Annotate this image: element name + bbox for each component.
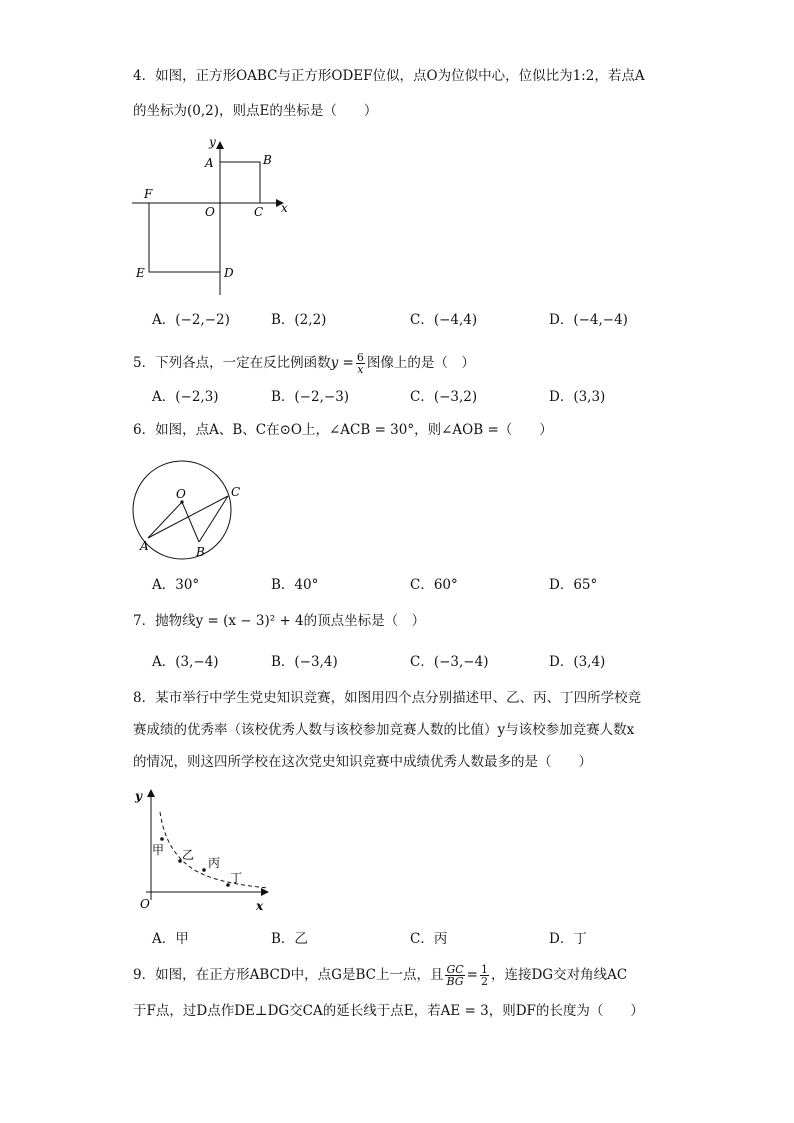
q4-label-y: y <box>209 135 216 149</box>
q5-stem-pre: 5．下列各点，一定在反比例函数 <box>133 355 331 371</box>
q7-option-c[interactable]: C．(−3,−4) <box>410 654 489 670</box>
q9-frac-den: BG <box>446 975 464 988</box>
q6-segment-ob <box>182 502 199 542</box>
q4-option-c[interactable]: C．(−4,4) <box>410 312 478 328</box>
q6-label-a: A <box>140 539 149 553</box>
q4-label-a: A <box>205 156 214 170</box>
q9-frac-eq: = <box>466 967 478 983</box>
q4-label-c: C <box>254 205 264 219</box>
q5-option-c[interactable]: C．(−3,2) <box>410 389 478 405</box>
q8-label-x: x <box>256 899 264 913</box>
q6-option-d[interactable]: D．65° <box>549 577 598 593</box>
q7-option-d[interactable]: D．(3,4) <box>549 654 606 670</box>
q5-fraction <box>356 352 365 375</box>
q5-stem <box>133 352 475 375</box>
q5-option-d[interactable]: D．(3,3) <box>549 389 606 405</box>
q8-dashed-curve <box>160 812 268 888</box>
q4-option-d[interactable]: D．(−4,−4) <box>549 312 628 328</box>
q4-stem-line2: 的坐标为(0,2)，则点E的坐标是（ ） <box>133 103 378 119</box>
q7-option-b[interactable]: B．(−3,4) <box>271 654 338 670</box>
q8-option-a[interactable]: A．甲 <box>152 931 189 947</box>
q8-option-d[interactable]: D．丁 <box>549 931 587 947</box>
q8-point-jia <box>160 837 164 841</box>
q7-stem: 7．抛物线y = (x − 3)² + 4的顶点坐标是（ ） <box>133 613 426 629</box>
q4-label-e: E <box>136 266 145 280</box>
q6-option-a[interactable]: A．30° <box>152 577 200 593</box>
q8-label-y: y <box>135 789 142 803</box>
q7-option-a[interactable]: A．(3,−4) <box>152 654 219 670</box>
q6-segment-oa <box>148 502 182 538</box>
q5-stem-post: 图像上的是（ ） <box>366 355 475 371</box>
q9-stem-pre: 9．如图，在正方形ABCD中，点G是BC上一点，且 <box>133 967 444 983</box>
q4-label-o: O <box>205 205 215 219</box>
q9-stem-post: ，连接DG交对角线AC <box>490 967 628 983</box>
q8-label-yi: 乙 <box>182 848 195 862</box>
q8-stem-line3: 的情况，则这四所学校在这次党史知识竞赛中成绩优秀人数最多的是（ ） <box>133 754 592 770</box>
q6-option-b[interactable]: B．40° <box>271 577 319 593</box>
q9-frac2-num: 1 <box>480 963 488 976</box>
q8-point-bing <box>202 868 206 872</box>
q4-option-b[interactable]: B．(2,2) <box>271 312 327 328</box>
q8-label-bing: 丙 <box>208 856 221 870</box>
q9-stem-line1 <box>133 964 627 987</box>
q4-stem-line1: 4．如图，正方形OABC与正方形ODEF位似，点O为位似中心，位似比为1:2，若点A <box>133 68 645 84</box>
q4-label-x: x <box>281 201 288 215</box>
q4-label-f: F <box>144 187 153 201</box>
q8-label-jia: 甲 <box>152 843 165 857</box>
q4-label-b: B <box>263 153 272 167</box>
q8-stem-line1: 8．某市举行中学生党史知识竞赛，如图用四个点分别描述甲、乙、丙、丁四所学校竞 <box>133 690 642 706</box>
q4-option-a[interactable]: A．(−2,−2) <box>152 312 230 328</box>
q5-stem-y: y = <box>330 355 354 371</box>
q8-stem-line2: 赛成绩的优秀率（该校优秀人数与该校参加竞赛人数的比值）y与该校参加竞赛人数x <box>133 722 635 738</box>
q8-option-b[interactable]: B．乙 <box>271 931 308 947</box>
q6-label-b: B <box>196 545 205 559</box>
q5-frac-num: 6 <box>356 351 364 364</box>
q4-label-d: D <box>224 266 234 280</box>
q8-option-c[interactable]: C．丙 <box>410 931 448 947</box>
q5-option-a[interactable]: A．(−2,3) <box>152 389 219 405</box>
q9-frac2-den: 2 <box>480 975 488 988</box>
q5-frac-den: x <box>357 363 364 376</box>
q4-figure <box>120 132 300 292</box>
q4-square-oabc <box>220 162 260 203</box>
q8-label-o: O <box>140 897 150 911</box>
q6-label-o: O <box>176 487 186 501</box>
q9-frac-num: GC <box>446 963 464 976</box>
q6-figure <box>120 458 260 568</box>
q6-option-c[interactable]: C．60° <box>410 577 458 593</box>
q8-figure <box>130 784 280 914</box>
q6-stem: 6．如图，点A、B、C在⊙O上，∠ACB = 30°，则∠AOB =（ ） <box>133 422 553 438</box>
q9-fraction-half <box>480 964 489 987</box>
q9-stem-line2: 于F点，过D点作DE⊥DG交CA的延长线于点E，若AE = 3，则DF的长度为（ ） <box>133 1003 644 1019</box>
q6-segment-ac <box>148 496 228 538</box>
q6-label-c: C <box>231 485 241 499</box>
q5-option-b[interactable]: B．(−2,−3) <box>271 389 350 405</box>
q8-label-ding: 丁 <box>230 871 243 885</box>
q9-fraction-gc-bg <box>445 964 464 987</box>
